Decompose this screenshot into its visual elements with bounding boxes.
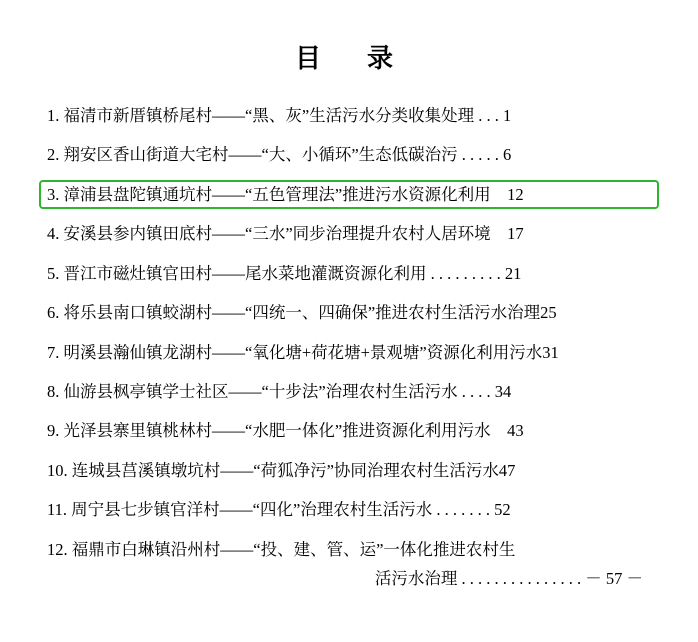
- toc-entry-11[interactable]: [39, 495, 659, 524]
- toc-entry-text: 4. 安溪县参内镇田底村——“三水”同步治理提升农村人居环境 17: [47, 224, 524, 244]
- table-of-contents: [39, 101, 659, 593]
- toc-entry-5[interactable]: [39, 259, 659, 288]
- document-page: [0, 38, 698, 642]
- toc-entry-7[interactable]: [39, 338, 659, 367]
- toc-entry-text: 12. 福鼎市白琳镇沿州村——“投、建、管、运”一体化推进农村生: [47, 539, 516, 559]
- toc-entry-text: 6. 将乐县南口镇蛟湖村——“四统一、四确保”推进农村生活污水治理25: [47, 303, 557, 323]
- toc-entry-text: 7. 明溪县瀚仙镇龙湖村——“氧化塘+荷花塘+景观塘”资源化利用污水31: [47, 342, 559, 362]
- toc-entry-text: 11. 周宁县七步镇官洋村——“四化”治理农村生活污水 . . . . . . . 52: [47, 500, 511, 520]
- toc-entry-text: 2. 翔安区香山街道大宅村——“大、小循环”生态低碳治污 . . . . . 6: [47, 145, 512, 165]
- toc-entry-6[interactable]: [39, 298, 659, 327]
- toc-entry-text: 9. 光泽县寨里镇桃林村——“水肥一体化”推进资源化利用污水 43: [47, 421, 524, 441]
- toc-entry-1[interactable]: [39, 101, 659, 130]
- toc-entry-2[interactable]: [39, 140, 659, 169]
- toc-entry-text: 8. 仙游县枫亭镇学士社区——“十步法”治理农村生活污水 . . . . 34: [47, 381, 512, 401]
- toc-entry-4[interactable]: [39, 219, 659, 248]
- toc-entry-3-highlighted[interactable]: [39, 180, 659, 209]
- toc-entry-9[interactable]: [39, 416, 659, 445]
- toc-entry-text: 10. 连城县莒溪镇墩坑村——“荷狐净污”协同治理农村生活污水47: [47, 460, 516, 480]
- toc-entry-text: 3. 漳浦县盘陀镇通坑村——“五色管理法”推进污水资源化利用 12: [47, 184, 524, 204]
- toc-entry-text: 5. 晋江市磁灶镇官田村——尾水菜地灌溉资源化利用 . . . . . . . . . 21: [47, 263, 522, 283]
- toc-entry-text: 1. 福清市新厝镇桥尾村——“黑、灰”生活污水分类收集处理 . . . 1: [47, 106, 512, 125]
- toc-entry-text-continued: 活污水治理 . . . . . . . . . . . . . . . － 57 －: [374, 569, 643, 589]
- toc-entry-12[interactable]: [39, 535, 659, 594]
- toc-entry-8[interactable]: [39, 377, 659, 406]
- toc-entry-10[interactable]: [39, 456, 659, 485]
- page-title: 目 录: [294, 43, 403, 73]
